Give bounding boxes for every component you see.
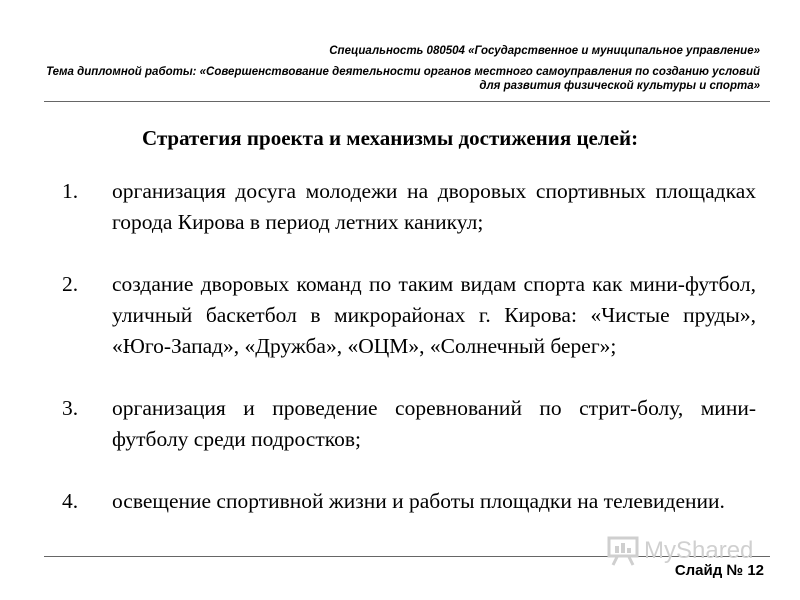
list-item-number: 2. <box>62 272 79 296</box>
thesis-topic-line: Тема дипломной работы: «Совершенствование деятельности органов местного самоуправления по созданию условий для развития физической культуры и спорта» <box>46 66 760 92</box>
strategy-list <box>62 176 756 548</box>
specialty-line: Специальность 080504 «Государственное и муниципальное управление» <box>329 45 760 57</box>
header-divider <box>44 101 770 102</box>
presentation-board-icon <box>606 534 640 568</box>
list-item-text: создание дворовых команд по таким видам спорта как мини-футбол, уличный баскетбол в микрорайонах г. Кирова: «Чистые пруды», «Юго-Запад», «Дружба», «ОЦМ», «Солнечный берег»; <box>112 272 756 358</box>
list-item-number: 3. <box>62 396 79 420</box>
slide-header <box>44 44 760 93</box>
list-item-text: освещение спортивной жизни и работы площадки на телевидении. <box>112 489 725 513</box>
list-item <box>62 269 756 362</box>
list-item <box>62 176 756 238</box>
list-item-number: 1. <box>62 179 79 203</box>
list-item-text: организация досуга молодежи на дворовых спортивных площадках города Кирова в период летних каникул; <box>112 179 756 234</box>
slide-number: Слайд № 12 <box>674 562 764 579</box>
slide-title: Стратегия проекта и механизмы достижения целей: <box>141 126 639 150</box>
watermark-text: MyShared <box>644 537 754 564</box>
list-item <box>62 486 756 517</box>
list-item-text: организация и проведение соревнований по стрит-болу, мини-футболу среди подростков; <box>112 396 756 451</box>
list-item <box>62 393 756 455</box>
list-item-number: 4. <box>62 489 79 513</box>
